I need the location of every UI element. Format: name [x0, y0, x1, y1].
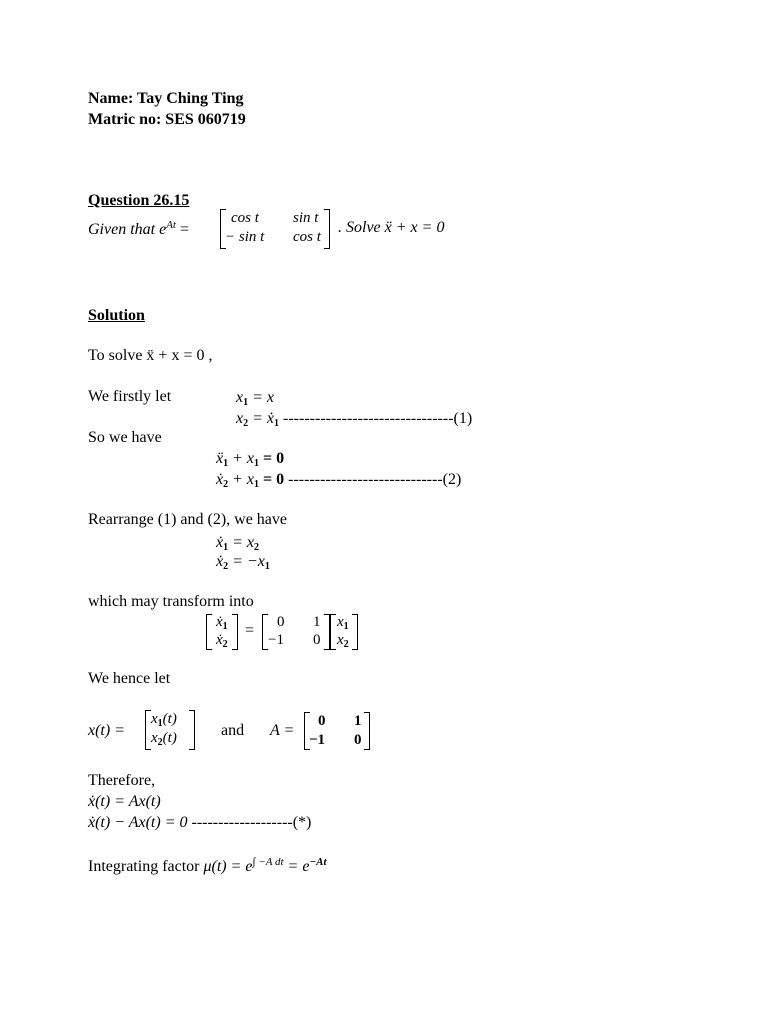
x-2 — [337, 632, 349, 650]
tv1: ẋ — [216, 614, 223, 630]
integrating-text: Integrating factor — [88, 858, 204, 875]
xt2-sub: 2 — [157, 737, 163, 748]
t-cell-22: 0 — [313, 632, 321, 648]
xdot-1 — [216, 614, 228, 632]
x-vector — [330, 614, 358, 650]
eq1b: + x — [232, 450, 255, 467]
tx2: x — [337, 632, 344, 648]
xdot-2 — [216, 632, 228, 650]
eq-line-1 — [216, 450, 284, 469]
tv2-sub: 2 — [222, 639, 228, 650]
eq1a: ẍ — [216, 450, 224, 467]
a-cell-21: −1 — [309, 732, 326, 748]
rearrange-line-2 — [216, 553, 270, 572]
integrating-factor-line — [88, 856, 327, 876]
eq-line-2 — [216, 471, 461, 490]
r2b-sub: 1 — [264, 561, 270, 572]
matrix-cell-12: sin t — [293, 210, 319, 226]
given-exponent: At — [166, 219, 176, 231]
transform-equals: = — [245, 622, 255, 639]
xdot-vector — [206, 614, 238, 650]
eq2c: = 0 — [263, 471, 285, 488]
eq2b: + x — [232, 471, 255, 488]
tx1: x — [337, 614, 344, 630]
let2-sub: 2 — [243, 418, 249, 429]
to-solve-line: To solve ẍ + x = 0 , — [88, 347, 213, 364]
neg-at-exponent: −At — [309, 856, 327, 868]
th2-eq: ẋ(t) − Ax(t) = 0 — [88, 814, 188, 831]
a-cell-11: 0 — [318, 713, 326, 729]
r1a: ẋ — [216, 534, 224, 551]
tv2: ẋ — [216, 632, 223, 648]
eq1-label: --------------------------------(1) — [279, 410, 473, 427]
therefore-line-2 — [88, 814, 311, 832]
a-cell-12: 1 — [354, 713, 362, 729]
given-matrix — [220, 209, 330, 249]
let-line-2 — [236, 410, 472, 429]
xt1: x — [151, 711, 158, 727]
matric-number: Matric no: SES 060719 — [88, 111, 246, 128]
xt1-sub: 1 — [157, 718, 163, 729]
firstly-text: We firstly let — [88, 388, 172, 405]
so-we-have: So we have — [88, 429, 162, 446]
r1b: = x — [232, 534, 255, 551]
let1-rhs: = x — [252, 389, 275, 406]
eq2a-sub: 2 — [223, 479, 229, 490]
tv1-sub: 1 — [222, 621, 228, 632]
xt-1 — [151, 711, 177, 729]
matrix-cell-22: cos t — [293, 229, 321, 245]
transform-matrix — [262, 614, 330, 650]
x-1 — [337, 614, 349, 632]
xt2: x — [151, 730, 158, 746]
a-lhs: A = — [270, 722, 295, 739]
mu-equals: = e — [283, 858, 310, 875]
tx2-sub: 2 — [343, 639, 349, 650]
tx1-sub: 1 — [343, 621, 349, 632]
transform-text: which may transform into — [88, 593, 254, 610]
t-cell-12: 1 — [313, 614, 321, 630]
let1-sub: 1 — [243, 397, 249, 408]
r2a: ẋ — [216, 553, 224, 570]
let2-var: x — [236, 410, 244, 427]
xt-vector — [145, 710, 195, 750]
r1a-sub: 1 — [223, 542, 229, 553]
t-cell-21: −1 — [268, 632, 284, 648]
integral-exponent: ∫ −A dt — [252, 856, 284, 868]
a-matrix — [304, 712, 370, 750]
given-equals: = — [179, 221, 190, 238]
therefore-line-1: ẋ(t) = Ax(t) — [88, 793, 161, 810]
given-prefix: Given that e — [88, 221, 167, 238]
xt-lhs: x(t) = — [88, 722, 125, 739]
xt2-arg: (t) — [162, 730, 177, 746]
therefore-text: Therefore, — [88, 772, 156, 789]
matrix-cell-21: − sin t — [225, 229, 265, 245]
eq1a-sub: 1 — [223, 458, 229, 469]
r2b: = −x — [232, 553, 265, 570]
eq2b-sub: 1 — [254, 479, 260, 490]
question-given — [88, 219, 189, 239]
matrix-cell-11: cos t — [231, 210, 259, 226]
eq2-label: -----------------------------(2) — [284, 471, 462, 488]
let-line-1 — [236, 389, 274, 408]
r2a-sub: 2 — [223, 561, 229, 572]
let2-rhs: = ẋ — [252, 410, 275, 427]
xt-2 — [151, 730, 177, 748]
rearrange-text: Rearrange (1) and (2), we have — [88, 511, 288, 528]
let1-var: x — [236, 389, 244, 406]
mu-expression: μ(t) = e — [203, 858, 253, 875]
question-solve: . Solve ẍ + x = 0 — [338, 219, 445, 236]
rearrange-line-1 — [216, 534, 259, 553]
student-name: Name: Tay Ching Ting — [88, 90, 244, 107]
t-cell-11: 0 — [277, 614, 285, 630]
eq1c: = 0 — [263, 450, 285, 467]
eq1b-sub: 1 — [254, 458, 260, 469]
let2-rhs-sub: 1 — [274, 418, 280, 429]
and-text: and — [221, 722, 245, 739]
star-label: -------------------(*) — [187, 814, 312, 831]
r1b-sub: 2 — [254, 542, 260, 553]
solution-heading: Solution — [88, 307, 145, 324]
xt1-arg: (t) — [162, 711, 177, 727]
question-heading: Question 26.15 — [88, 192, 190, 209]
a-cell-22: 0 — [354, 732, 362, 748]
hence-let-text: We hence let — [88, 670, 171, 687]
eq2a: ẋ — [216, 471, 224, 488]
